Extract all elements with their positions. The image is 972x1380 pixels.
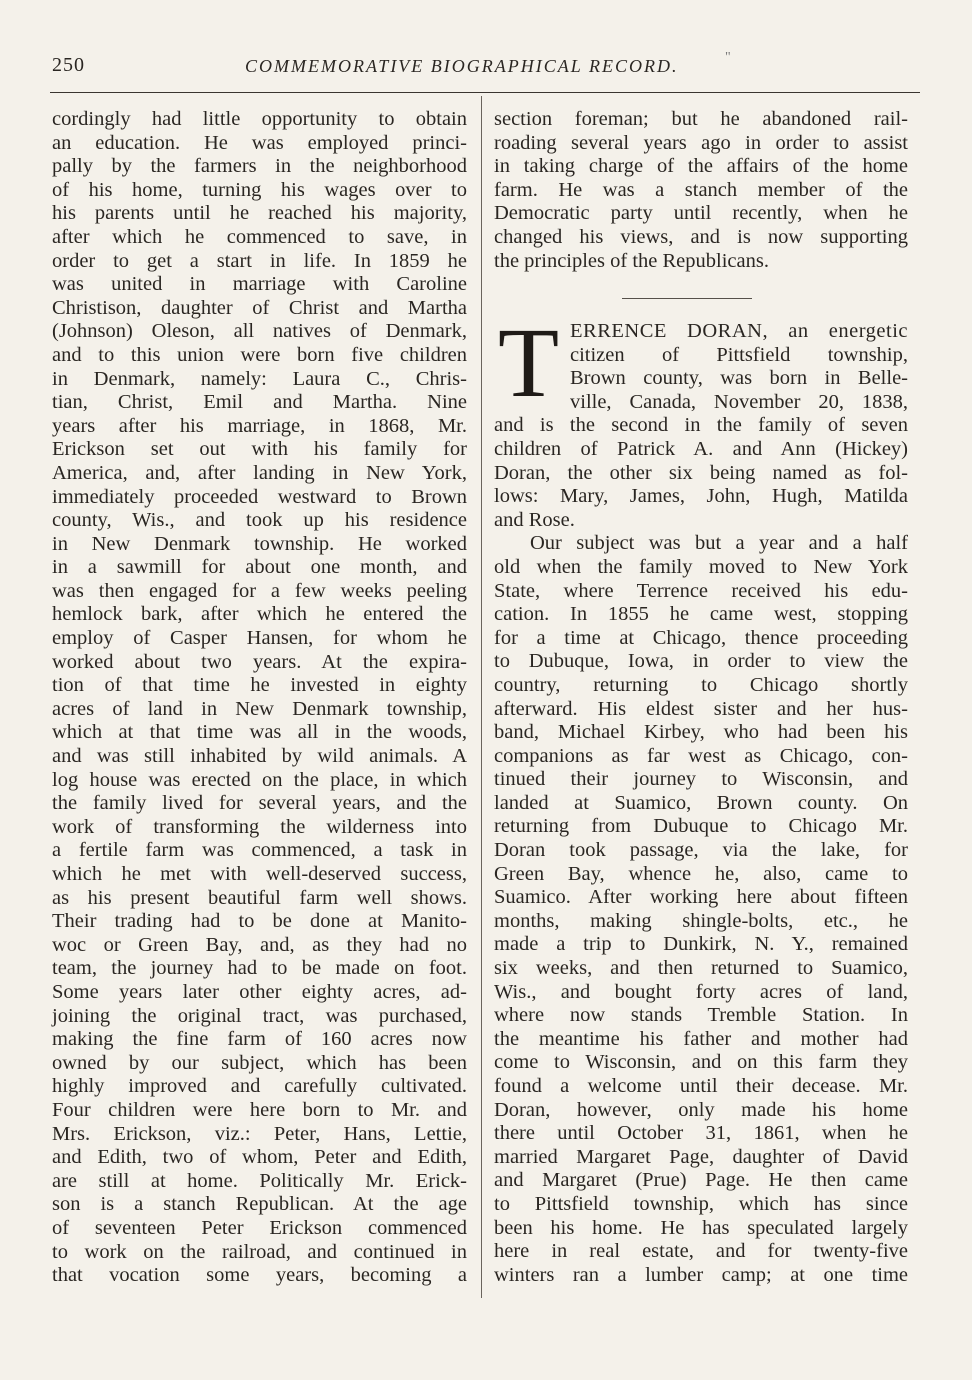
text-line: winters ran a lumber camp; at one time [494, 1263, 908, 1286]
text-line: county, Wis., and took up his residence [52, 509, 467, 532]
text-line: joining the original tract, was purchased, [52, 1004, 467, 1027]
text-line: and is the second in the family of seven [494, 414, 908, 437]
text-line: Erickson set out with his family for [52, 438, 467, 461]
left-column [52, 108, 467, 1288]
text-line: the family lived for several years, and the [52, 792, 467, 815]
header-rule [50, 92, 920, 93]
text-line: his parents until he reached his majority, [52, 202, 467, 225]
text-line: in taking charge of the affairs of the home [494, 155, 908, 178]
text-line: farm. He was a stanch member of the [494, 178, 908, 201]
text-line: and was still inhabited by wild animals. A [52, 745, 467, 768]
text-line: and Margaret (Prue) Page. He then came [494, 1169, 908, 1192]
page-number: 250 [52, 54, 85, 76]
text-line: of seventeen Peter Erickson commenced [52, 1216, 467, 1239]
text-line: and Edith, two of whom, Peter and Edith, [52, 1146, 467, 1169]
text-line: found a welcome until their decease. Mr. [494, 1075, 908, 1097]
text-line: are still at home. Politically Mr. Erick- [52, 1169, 467, 1192]
text-line: years after his marriage, in 1868, Mr. [52, 414, 467, 437]
right-column-top [494, 108, 908, 273]
text-line: Mrs. Erickson, viz.: Peter, Hans, Lettie, [52, 1122, 467, 1145]
running-title: COMMEMORATIVE BIOGRAPHICAL RECORD. [245, 56, 679, 76]
text-line: son is a stanch Republican. At the age [52, 1193, 467, 1216]
text-line: companions as far west as Chicago, con- [494, 744, 908, 767]
text-line: here in real estate, and for twenty-five [494, 1240, 908, 1263]
text-line: and to this union were born five children [52, 343, 467, 366]
text-line: changed his views, and is now supporting [494, 225, 908, 248]
text-line: log house was erected on the place, in which [52, 768, 467, 791]
text-line: cordingly had little opportunity to obtain [52, 108, 467, 130]
text-line: immediately proceeded westward to Brown [52, 485, 467, 508]
text-line: Some years later other eighty acres, ad- [52, 980, 467, 1003]
text-line: (Johnson) Oleson, all natives of Denmark, [52, 320, 467, 343]
text-line: made a trip to Dunkirk, N. Y., remained [494, 933, 908, 956]
text-line: hemlock bark, after which he entered the [52, 603, 467, 626]
text-line: that vocation some years, becoming a [52, 1264, 467, 1287]
text-line: Democratic party until recently, when he [494, 202, 908, 225]
text-line: woc or Green Bay, and, as they had no [52, 933, 467, 956]
text-line: Wis., and bought forty acres of land, [494, 980, 908, 1003]
text-line: Doran, however, only made his home [494, 1098, 908, 1121]
text-line: Green Bay, whence he, also, came to [494, 862, 908, 885]
text-line: of his home, turning his wages over to [52, 178, 467, 201]
text-line: tinued their journey to Wisconsin, and [494, 768, 908, 791]
text-line: as his present beautiful farm well shows. [52, 886, 467, 909]
column-divider [481, 96, 482, 1298]
text-line: Our subject was but a year and a half [530, 532, 908, 555]
text-line: come to Wisconsin, and on this farm they [494, 1051, 908, 1074]
drop-cap: T [498, 307, 560, 418]
page-header [50, 50, 920, 82]
text-line: roading several years ago in order to assist [494, 131, 908, 154]
text-line: worked about two years. At the expira- [52, 650, 467, 673]
text-line: children of Patrick A. and Ann (Hickey) [494, 437, 908, 460]
text-line: Four children were here born to Mr. and [52, 1098, 467, 1121]
right-column-main [494, 307, 908, 1287]
text-line: to work on the railroad, and continued in [52, 1240, 467, 1263]
text-line: ville, Canada, November 20, 1838, [570, 390, 908, 413]
text-line: in a sawmill for about one month, and [52, 556, 467, 579]
text-line: Christison, daughter of Christ and Martha [52, 296, 467, 319]
text-line: Doran, the other six being named as fol- [494, 461, 908, 484]
text-line: in New Denmark township. He worked [52, 532, 467, 555]
text-line: to Pittsfield township, which has since [494, 1192, 908, 1215]
text-line: America, and, after landing in New York, [52, 461, 467, 484]
text-line: Their trading had to be done at Manito- [52, 910, 467, 933]
text-line: the meantime his father and mother had [494, 1027, 908, 1050]
text-line: afterward. His eldest sister and her hus- [494, 697, 908, 720]
text-line: and Rose. [494, 508, 575, 531]
header-mark: " [725, 50, 731, 65]
text-line: landed at Suamico, Brown county. On [494, 791, 908, 814]
text-line: making the fine farm of 160 acres now [52, 1028, 467, 1051]
text-line: a fertile farm was commenced, a task in [52, 839, 467, 862]
text-line: country, returning to Chicago shortly [494, 673, 908, 696]
text-line: Doran took passage, via the lake, for [494, 839, 908, 862]
text-line: was united in marriage with Caroline [52, 273, 467, 296]
text-line: cation. In 1855 he came west, stopping [494, 603, 908, 626]
text-line: pally by the farmers in the neighborhood [52, 155, 467, 178]
text-line: months, making shingle-bolts, etc., he [494, 909, 908, 932]
text-line: was then engaged for a few weeks peeling [52, 579, 467, 602]
text-line: Suamico. After working here about fifteen [494, 886, 908, 909]
text-line: work of transforming the wilderness into [52, 815, 467, 838]
text-line: State, where Terrence received his edu- [494, 579, 908, 602]
text-line: old when the family moved to New York [494, 555, 908, 578]
text-line: the principles of the Republicans. [494, 249, 769, 272]
text-line: six weeks, and then returned to Suamico, [494, 957, 908, 980]
text-line: Brown county, was born in Belle- [570, 367, 908, 390]
text-line: after which he commenced to save, in [52, 225, 467, 248]
text-line: tian, Christ, Emil and Martha. Nine [52, 391, 467, 414]
text-line: team, the journey had to be made on foot. [52, 957, 467, 980]
text-line: which at that time was all in the woods, [52, 721, 467, 744]
text-line: there until October 31, 1861, when he [494, 1122, 908, 1145]
text-line: section foreman; but he abandoned rail- [494, 108, 908, 130]
text-line: returning from Dubuque to Chicago Mr. [494, 815, 908, 838]
text-line: owned by our subject, which has been [52, 1051, 467, 1074]
section-separator [622, 298, 752, 299]
text-line: lows: Mary, James, John, Hugh, Matilda [494, 485, 908, 508]
text-line: order to get a start in life. In 1859 he [52, 249, 467, 272]
text-line: for a time at Chicago, thence proceeding [494, 626, 908, 649]
text-line: tion of that time he invested in eighty [52, 674, 467, 697]
text-line: an education. He was employed princi- [52, 131, 467, 154]
text-line: to Dubuque, Iowa, in order to view the [494, 650, 908, 673]
text-line: where now stands Tremble Station. In [494, 1004, 908, 1027]
text-line: acres of land in New Denmark township, [52, 697, 467, 720]
text-line: highly improved and carefully cultivated. [52, 1075, 467, 1098]
text-line: in Denmark, namely: Laura C., Chris- [52, 367, 467, 390]
text-line: citizen of Pittsfield township, [570, 343, 908, 366]
text-line: which he met with well-deserved success, [52, 863, 467, 885]
text-line: ERRENCE DORAN, an energetic [570, 320, 908, 342]
text-line: been his home. He has speculated largely [494, 1216, 908, 1239]
text-line: band, Michael Kirbey, who had been his [494, 721, 908, 744]
text-line: employ of Casper Hansen, for whom he [52, 627, 467, 650]
text-line: married Margaret Page, daughter of David [494, 1145, 908, 1168]
